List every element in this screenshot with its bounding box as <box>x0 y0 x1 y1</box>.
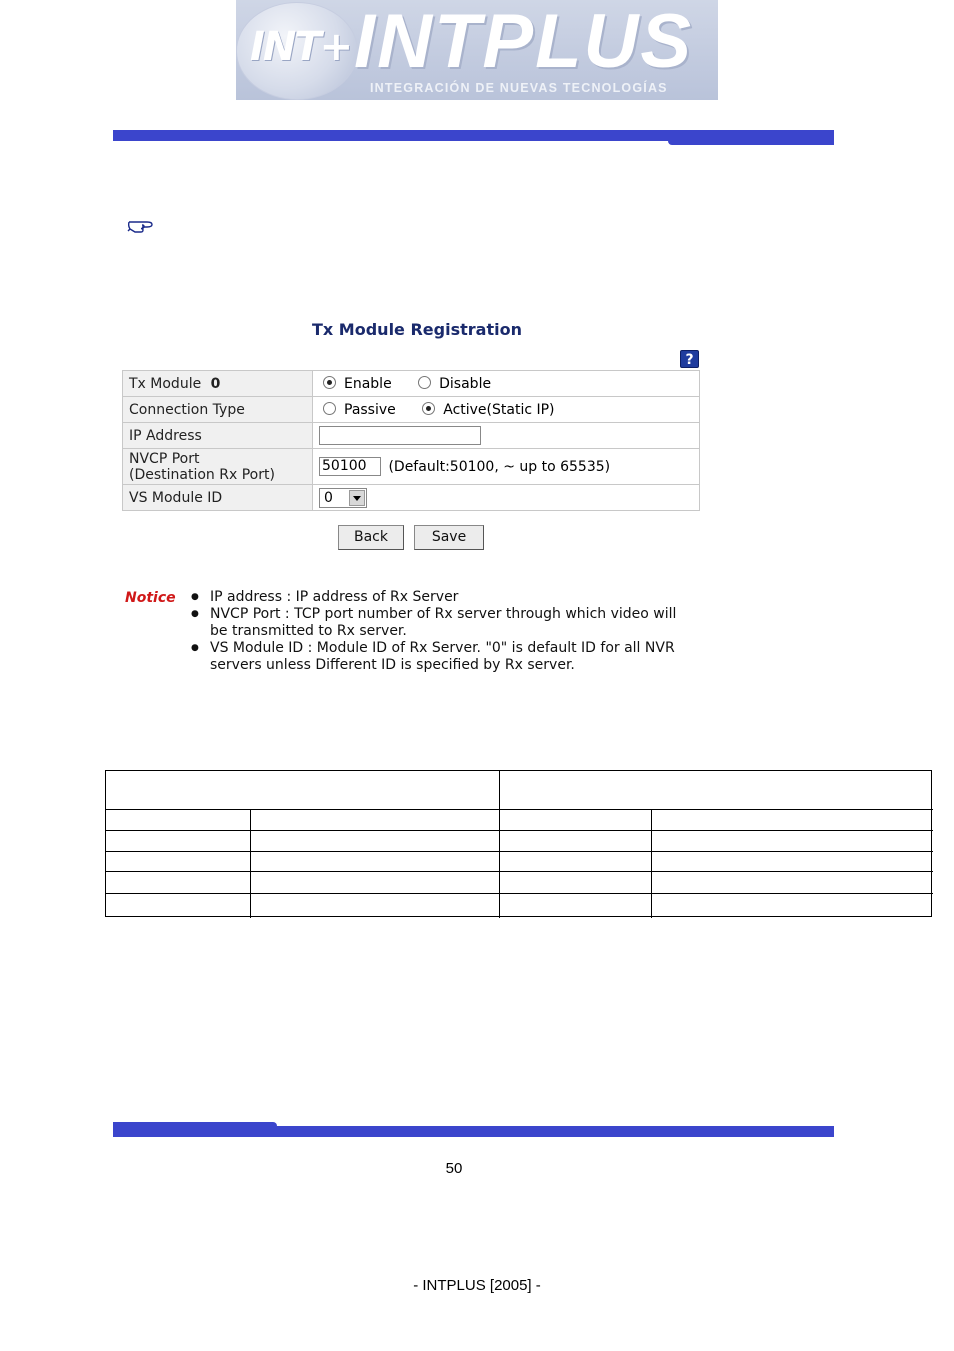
vs-module-id-select[interactable] <box>319 488 367 508</box>
tx-module-registration-table <box>122 370 700 511</box>
table-divider <box>106 830 933 831</box>
save-button[interactable]: Save <box>414 525 484 550</box>
nvcp-port-label-cell <box>123 449 313 485</box>
connection-type-row <box>123 397 700 423</box>
footer-text: - INTPLUS [2005] - <box>413 1277 541 1294</box>
ip-address-input[interactable] <box>319 426 481 445</box>
intplus-logo <box>236 0 718 100</box>
table-divider <box>106 809 933 810</box>
table-divider <box>106 893 933 894</box>
disable-label: Disable <box>439 375 492 392</box>
active-static-ip-label: Active(Static IP) <box>443 401 555 418</box>
help-question-icon[interactable]: ? <box>680 350 699 368</box>
table-divider <box>651 809 652 918</box>
tx-module-value-cell <box>313 371 700 397</box>
nvcp-port-sublabel: (Destination Rx Port) <box>129 466 275 483</box>
table-divider <box>106 871 933 872</box>
table-divider <box>250 809 251 918</box>
page-number-wrap <box>0 1160 954 1177</box>
tx-module-label-cell <box>123 371 313 397</box>
tx-module-row <box>123 371 700 397</box>
back-button[interactable]: Back <box>338 525 404 550</box>
enable-radio[interactable] <box>323 376 336 389</box>
passive-radio[interactable] <box>323 402 336 415</box>
connection-type-value-cell <box>313 397 700 423</box>
logo-mark-text: INT+ <box>250 24 352 70</box>
footer-bar-tab <box>113 1122 277 1137</box>
logo-name: INTPLUS <box>354 0 694 84</box>
page-number: 50 <box>445 1160 463 1177</box>
empty-table <box>105 770 932 917</box>
header-bar-tab <box>668 130 834 145</box>
vs-module-id-row <box>123 485 700 511</box>
pointing-hand-icon <box>127 215 161 235</box>
notice-label: Notice <box>125 590 176 606</box>
nvcp-port-value-cell <box>313 449 700 485</box>
vs-module-id-value: 0 <box>324 489 333 506</box>
enable-label: Enable <box>344 375 392 392</box>
form-title: Tx Module Registration <box>312 320 522 339</box>
tx-module-label: Tx Module <box>129 375 202 392</box>
passive-label: Passive <box>344 401 396 418</box>
connection-type-label: Connection Type <box>123 397 313 423</box>
disable-radio[interactable] <box>418 376 431 389</box>
table-divider <box>499 771 500 918</box>
nvcp-port-input[interactable]: 50100 <box>319 457 381 476</box>
nvcp-port-row <box>123 449 700 485</box>
chevron-down-icon[interactable] <box>349 490 365 506</box>
tx-module-index: 0 <box>210 375 221 392</box>
nvcp-port-label: NVCP Port <box>129 450 200 467</box>
ip-address-row <box>123 423 700 449</box>
notice-list <box>190 589 690 674</box>
logo-tagline: INTEGRACIÓN DE NUEVAS TECNOLOGÍAS <box>370 81 668 95</box>
notice-item: ● NVCP Port : TCP port number of Rx server through which video will be transmitted to Rx server. <box>190 606 690 640</box>
vs-module-id-value-cell <box>313 485 700 511</box>
ip-address-label: IP Address <box>123 423 313 449</box>
notice-item: ● VS Module ID : Module ID of Rx Server. "0" is default ID for all NVR servers unless Different ID is specified by Rx server. <box>190 640 690 674</box>
active-static-ip-radio[interactable] <box>422 402 435 415</box>
table-divider <box>106 851 933 852</box>
notice-item: ● IP address : IP address of Rx Server <box>190 589 690 606</box>
nvcp-port-hint: (Default:50100, ~ up to 65535) <box>388 458 611 475</box>
vs-module-id-label: VS Module ID <box>123 485 313 511</box>
ip-address-value-cell <box>313 423 700 449</box>
